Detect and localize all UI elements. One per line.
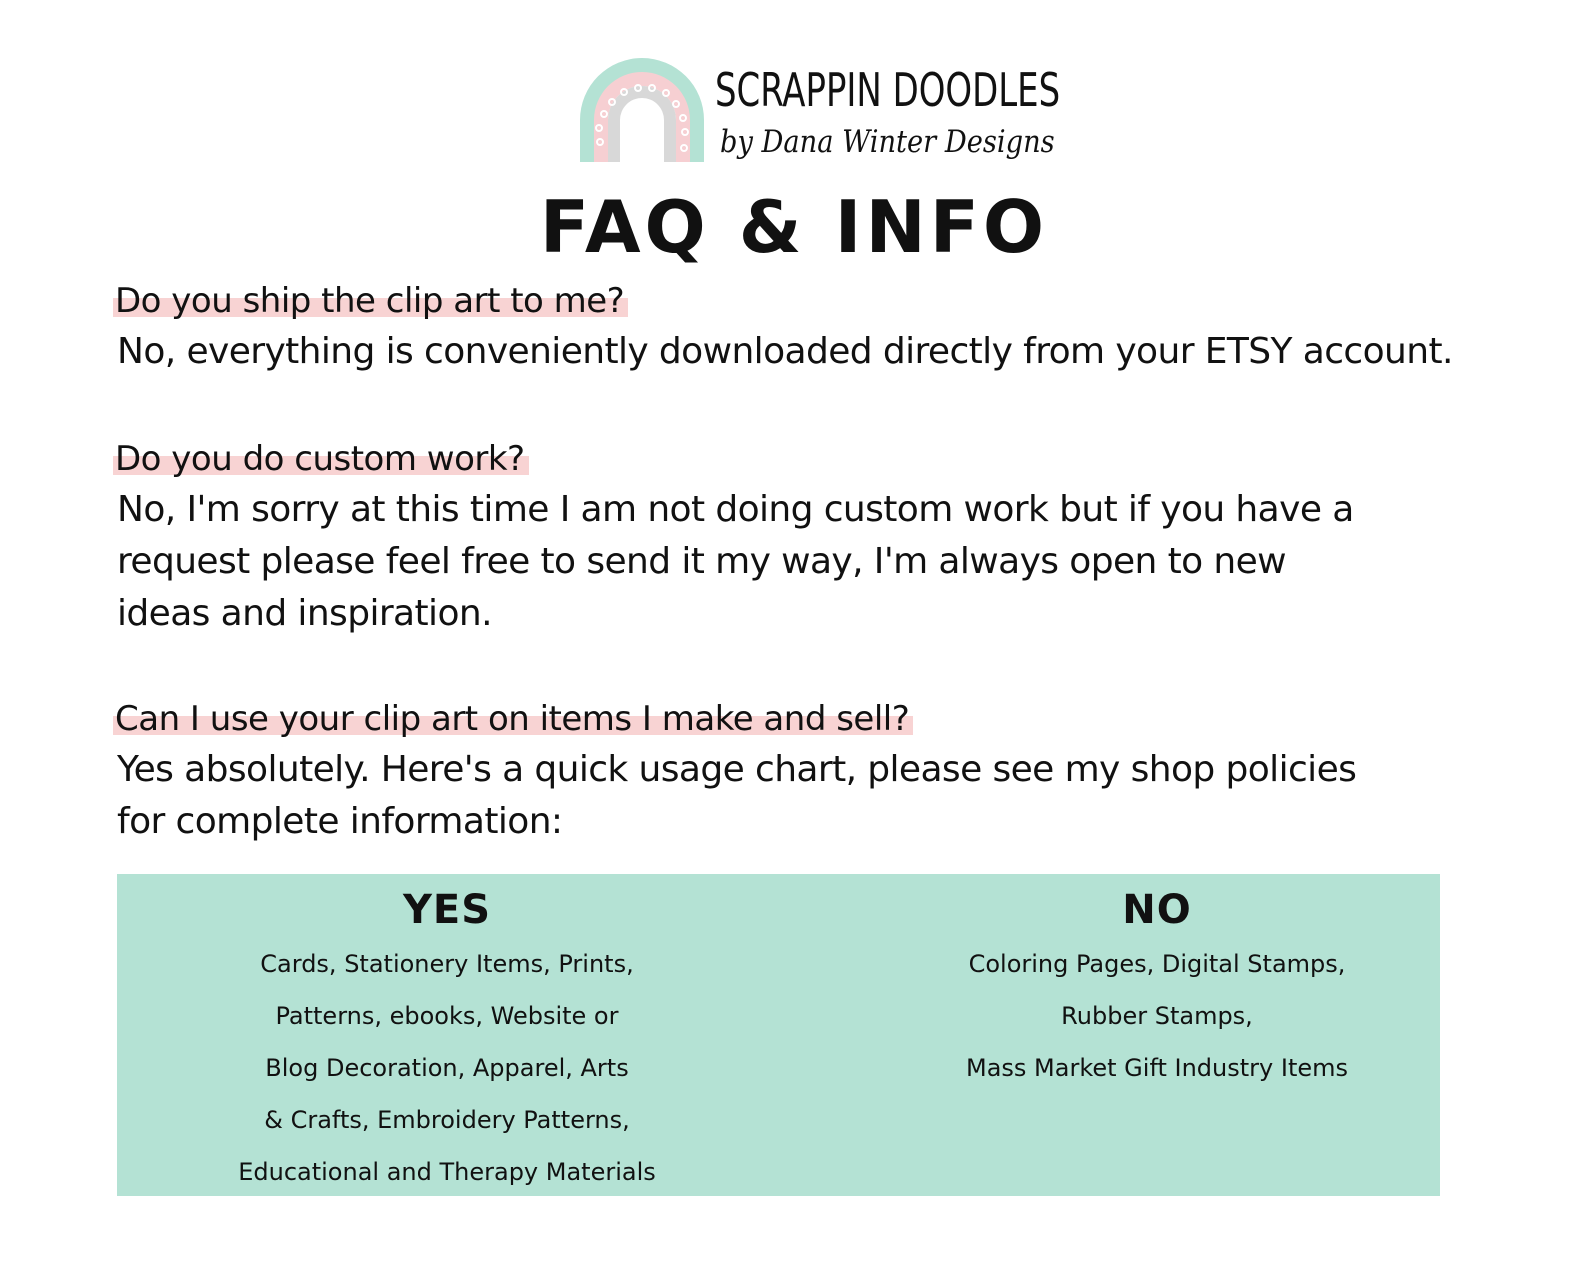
- usage-no-column: [907, 882, 1407, 1094]
- usage-yes-item: Cards, Stationery Items, Prints,: [260, 950, 634, 978]
- answer-line: No, everything is conveniently downloaded directly from your ETSY account.: [117, 331, 1453, 372]
- brand-logo: [580, 58, 1061, 168]
- answer-line: Yes absolutely. Here's a quick usage chart, please see my shop policies: [117, 749, 1357, 790]
- faq-answer: [117, 744, 1557, 848]
- faq-question: Do you do custom work?: [113, 440, 529, 478]
- faq-question: Do you ship the clip art to me?: [113, 282, 628, 320]
- brand-name: SCRAPPIN DOODLES: [715, 63, 1061, 117]
- usage-no-item: Coloring Pages, Digital Stamps,: [968, 950, 1346, 978]
- answer-line: for complete information:: [117, 801, 563, 842]
- usage-no-heading: NO: [1122, 887, 1192, 933]
- usage-yes-item: Patterns, ebooks, Website or: [275, 1002, 619, 1030]
- usage-yes-item: Blog Decoration, Apparel, Arts: [265, 1054, 629, 1082]
- usage-yes-heading: YES: [402, 887, 492, 933]
- usage-no-item: Mass Market Gift Industry Items: [966, 1054, 1348, 1082]
- usage-no-item: Rubber Stamps,: [1061, 1002, 1253, 1030]
- page-title: FAQ & INFO: [539, 185, 1049, 269]
- faq-item: [117, 282, 1557, 378]
- rainbow-icon: [580, 58, 710, 168]
- faq-item: [117, 700, 1557, 848]
- answer-line: request please feel free to send it my way, I'm always open to new: [117, 541, 1286, 582]
- usage-yes-column: [197, 882, 697, 1198]
- answer-line: No, I'm sorry at this time I am not doing custom work but if you have a: [117, 489, 1354, 530]
- faq-item: [117, 440, 1557, 640]
- usage-chart: [117, 874, 1440, 1196]
- brand-tagline: by Dana Winter Designs: [720, 124, 1055, 160]
- answer-line: ideas and inspiration.: [117, 593, 492, 634]
- faq-question: Can I use your clip art on items I make and sell?: [113, 700, 913, 738]
- faq-answer: [117, 484, 1557, 640]
- usage-yes-item: & Crafts, Embroidery Patterns,: [264, 1106, 630, 1134]
- faq-answer: [117, 326, 1557, 378]
- usage-yes-item: Educational and Therapy Materials: [238, 1158, 656, 1186]
